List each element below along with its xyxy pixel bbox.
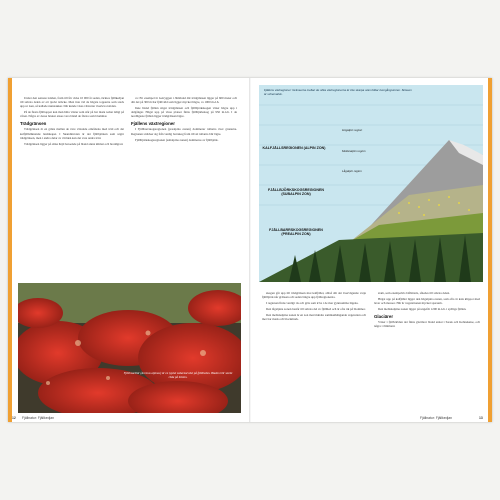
- zone-label-subalpin: FJÄLLBJÖRKSKOGSREGIONEN (SUBALPIN ZON): [268, 188, 324, 197]
- vegetation-zones-diagram: [259, 85, 483, 282]
- paragraph: skogen går upp till trädgränsen mot kalfjället, alltså där det övervägande varje fjällbjörk når gränsen och sedan längre upp fjällregionerna.: [262, 291, 366, 300]
- running-head-right: Fjällnatur: Fjällkedjan: [420, 416, 453, 420]
- section-heading: Trädgränsen: [20, 121, 47, 127]
- left-page-column-2: [131, 96, 237, 144]
- region-label-mellanalpin: Mellanalpin region: [342, 149, 366, 153]
- section-heading: Fjällens växtregioner: [131, 121, 175, 127]
- folio-right: 13: [479, 416, 483, 420]
- diagram-caption: Fjällens växtregioner: Gränserna mellan de olika växtregionerna är inte skarpa utan bildar övergångszoner. Skissen är schematisk.: [264, 88, 412, 96]
- paragraph: Trädgränsen är en gräns mellan de övre växande områdena med träd och det kalfjällsliknande landskapet. I Skandinavien är det fjällbjörken som utgör trädgränsen, men i andra delar av världen kan det vara andra träd.: [20, 127, 124, 140]
- right-page-column-2: [374, 291, 480, 331]
- photo-caption: Fjällsvartbär (Arctous alpinus) är en typisk vedartad växt på fjällheden. Bladen blir starkt röda på hösten.: [123, 371, 233, 379]
- paragraph: På de flesta fjälltoppar kan man hitta växter som står på bar mark redan tidigt på våren. Några av dessa brukar anses vara bland de första som blommar.: [20, 110, 124, 119]
- folio-left: 12: [12, 416, 16, 420]
- paragraph: Den lågalpina zonen består till största del av fjällhed och är ofta rik på blommor.: [266, 307, 366, 312]
- red-foliage-photo: [18, 283, 241, 413]
- paragraph: Den mellanalpina zonen är en zon med mindre sammanhängande vegetation och mer bar mark och blockmark.: [262, 313, 366, 322]
- left-edge-tab: [8, 78, 12, 422]
- paragraph: Under den senaste istiden, fram till för cirka 10 000 år sedan, täcktes fjällkedjan till största delen av ett tjockt istäcke. Men inte vid de högsta topparna som stack upp ur isen, så kallade nunatakker. Där kunde vissa växtarter överleva istiden.: [20, 96, 124, 109]
- paragraph: Högst upp på kalfjället ligger den högalpina zonen, som ofta är kala klippor med lavar och mossor. Här är vegetationen mycket sparsam.: [374, 297, 480, 306]
- region-label-lagalpin: Lågalpin region: [342, 169, 362, 173]
- zone-label-prealpin: FJÄLLBARRSKOGSREGIONEN (PREALPIN ZON): [269, 228, 323, 237]
- running-head-left: Fjällnatur: Fjällkedjan: [22, 416, 55, 420]
- paragraph: Den mellanalpina zonen ligger på ungefär 1200 m.ö.h. i sydliga fjällen.: [378, 307, 467, 312]
- left-page-column-1: [20, 96, 124, 148]
- paragraph: Trädgränsen ligger på olika höjd beroende på bland annat klimat och breddgrad.: [24, 141, 124, 146]
- paragraph: I regionen finns vanligt ris och gräs som trivs i de mer gynnsamma lägena.: [266, 301, 359, 306]
- paragraph: stam, som exempelvis blåbärsris, således till största delen.: [378, 291, 451, 295]
- paragraph: I Fjällbarrskogsregionen (prealpina zonen) dominerar tallarna över granarna. Regionen sträcker sig från vanlig barrskog fram till att tallarna blir lägre.: [131, 127, 237, 136]
- paragraph: Inne bland fjällen stiger trädgränsen och fjällbjörkskogen växer högre upp i dalgångar. Högst upp på vissa platser finns fjällbjörkskog på 950 m.ö.h. I de nordligaste fjällen ligger trädgränsen lägre.: [131, 106, 237, 119]
- zone-label-alpin: KALFJÄLLSREGIONEN (ALPIN ZON): [262, 146, 326, 150]
- region-label-hogalpin: Högalpin region: [342, 128, 363, 132]
- right-page-column-1: [262, 291, 366, 324]
- paragraph: Växer i fjällvärlden det finns glaciärer bland annat i Sarek och Kebnekaise, och några i Jämtland.: [374, 320, 480, 329]
- paragraph: ca: Ett exempel är Getryggen i Jämtland där trädgränsen ligger på 600 meter och där det på 300 m har fjällvidd som ligger mycket högre, ca 1000 m.ö.h.: [131, 96, 237, 105]
- section-heading: Glaciärer: [374, 314, 394, 320]
- paragraph: Fjällbjörkskogsregionen (subalpina zonen) domineras av fjällbjörk.: [135, 137, 219, 142]
- page-gutter: [249, 78, 251, 422]
- right-edge-tab: [488, 78, 492, 422]
